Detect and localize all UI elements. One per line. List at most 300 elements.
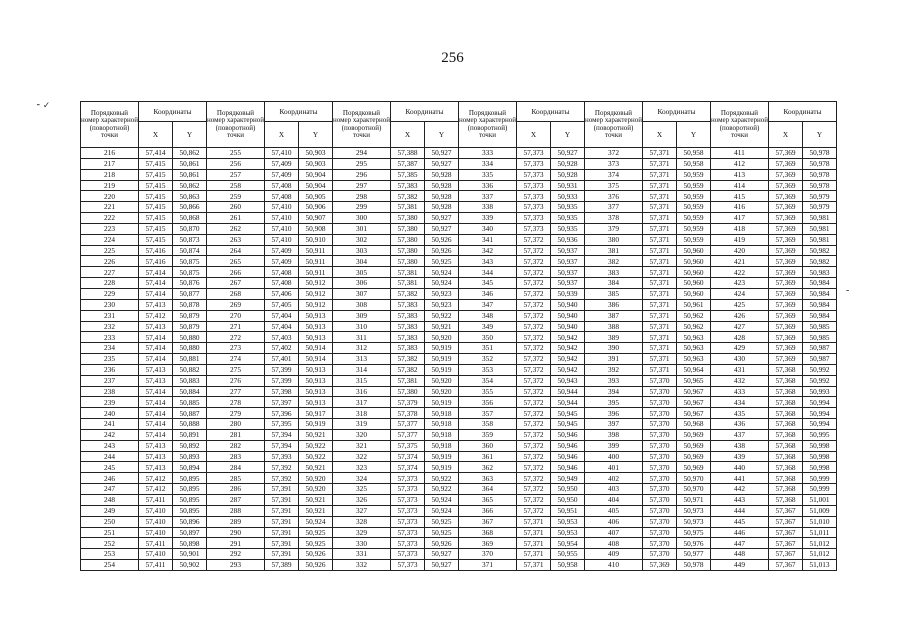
y-coordinate-cell: 50,862 [173, 180, 207, 191]
y-coordinate-cell: 50,970 [677, 484, 711, 495]
point-number-cell: 226 [81, 256, 139, 267]
x-coordinate-cell: 57,369 [769, 343, 803, 354]
x-coordinate-cell: 57,371 [643, 158, 677, 169]
y-coordinate-cell: 50,939 [551, 288, 585, 299]
y-coordinate-cell: 50,912 [299, 288, 333, 299]
y-coordinate-cell: 50,919 [425, 364, 459, 375]
header-x: X [769, 122, 803, 148]
x-coordinate-cell: 57,397 [265, 397, 299, 408]
x-coordinate-cell: 57,369 [769, 299, 803, 310]
x-coordinate-cell: 57,372 [517, 451, 551, 462]
x-coordinate-cell: 57,414 [139, 354, 173, 365]
header-y: Y [551, 122, 585, 148]
y-coordinate-cell: 50,918 [425, 429, 459, 440]
y-coordinate-cell: 50,977 [677, 549, 711, 560]
point-number-cell: 412 [711, 158, 769, 169]
point-number-cell: 435 [711, 408, 769, 419]
y-coordinate-cell: 50,958 [677, 158, 711, 169]
point-number-cell: 365 [459, 495, 517, 506]
table-row [81, 451, 837, 462]
point-number-cell: 234 [81, 343, 139, 354]
point-number-cell: 375 [585, 180, 643, 191]
x-coordinate-cell: 57,372 [517, 278, 551, 289]
point-number-cell: 229 [81, 288, 139, 299]
point-number-cell: 356 [459, 397, 517, 408]
y-coordinate-cell: 50,893 [173, 451, 207, 462]
y-coordinate-cell: 50,927 [425, 223, 459, 234]
x-coordinate-cell: 57,368 [769, 484, 803, 495]
point-number-cell: 402 [585, 473, 643, 484]
x-coordinate-cell: 57,408 [265, 191, 299, 202]
x-coordinate-cell: 57,373 [517, 148, 551, 159]
y-coordinate-cell: 50,958 [551, 560, 585, 571]
y-coordinate-cell: 50,875 [173, 267, 207, 278]
header-y: Y [299, 122, 333, 148]
x-coordinate-cell: 57,369 [643, 560, 677, 571]
point-number-cell: 430 [711, 354, 769, 365]
point-number-cell: 319 [333, 419, 391, 430]
point-number-cell: 390 [585, 343, 643, 354]
y-coordinate-cell: 50,969 [677, 462, 711, 473]
x-coordinate-cell: 57,371 [643, 332, 677, 343]
point-number-cell: 324 [333, 473, 391, 484]
header-x: X [139, 122, 173, 148]
point-number-cell: 216 [81, 148, 139, 159]
point-number-cell: 419 [711, 234, 769, 245]
point-number-cell: 360 [459, 440, 517, 451]
table-row [81, 343, 837, 354]
y-coordinate-cell: 50,992 [803, 364, 837, 375]
y-coordinate-cell: 50,999 [803, 473, 837, 484]
y-coordinate-cell: 50,999 [803, 484, 837, 495]
x-coordinate-cell: 57,372 [517, 288, 551, 299]
point-number-cell: 285 [207, 473, 265, 484]
x-coordinate-cell: 57,410 [139, 505, 173, 516]
point-number-cell: 331 [333, 549, 391, 560]
point-number-cell: 359 [459, 429, 517, 440]
point-number-cell: 248 [81, 495, 139, 506]
table-row [81, 549, 837, 560]
y-coordinate-cell: 50,907 [299, 213, 333, 224]
y-coordinate-cell: 50,912 [299, 278, 333, 289]
x-coordinate-cell: 57,368 [769, 397, 803, 408]
y-coordinate-cell: 50,913 [299, 332, 333, 343]
y-coordinate-cell: 50,919 [425, 397, 459, 408]
x-coordinate-cell: 57,406 [265, 288, 299, 299]
point-number-cell: 258 [207, 180, 265, 191]
table-row [81, 538, 837, 549]
x-coordinate-cell: 57,391 [265, 505, 299, 516]
point-number-cell: 263 [207, 234, 265, 245]
point-number-cell: 282 [207, 440, 265, 451]
x-coordinate-cell: 57,412 [139, 473, 173, 484]
point-number-cell: 405 [585, 505, 643, 516]
y-coordinate-cell: 50,959 [677, 202, 711, 213]
x-coordinate-cell: 57,371 [643, 202, 677, 213]
table-row [81, 364, 837, 375]
point-number-cell: 284 [207, 462, 265, 473]
x-coordinate-cell: 57,369 [769, 213, 803, 224]
x-coordinate-cell: 57,370 [643, 484, 677, 495]
y-coordinate-cell: 50,924 [299, 516, 333, 527]
y-coordinate-cell: 50,874 [173, 245, 207, 256]
y-coordinate-cell: 50,987 [803, 354, 837, 365]
y-coordinate-cell: 50,919 [425, 462, 459, 473]
y-coordinate-cell: 50,998 [803, 440, 837, 451]
y-coordinate-cell: 50,931 [551, 180, 585, 191]
header-x: X [391, 122, 425, 148]
point-number-cell: 288 [207, 505, 265, 516]
point-number-cell: 267 [207, 278, 265, 289]
y-coordinate-cell: 50,906 [299, 202, 333, 213]
header-point-number: Порядковый номер характерной (поворотной) точки [585, 102, 643, 148]
point-number-cell: 347 [459, 299, 517, 310]
y-coordinate-cell: 50,922 [299, 451, 333, 462]
y-coordinate-cell: 50,955 [551, 549, 585, 560]
x-coordinate-cell: 57,370 [643, 429, 677, 440]
y-coordinate-cell: 50,960 [677, 278, 711, 289]
y-coordinate-cell: 50,876 [173, 278, 207, 289]
x-coordinate-cell: 57,380 [391, 223, 425, 234]
x-coordinate-cell: 57,414 [139, 343, 173, 354]
point-number-cell: 256 [207, 158, 265, 169]
x-coordinate-cell: 57,414 [139, 386, 173, 397]
x-coordinate-cell: 57,380 [391, 386, 425, 397]
x-coordinate-cell: 57,381 [391, 202, 425, 213]
y-coordinate-cell: 50,902 [173, 560, 207, 571]
point-number-cell: 261 [207, 213, 265, 224]
y-coordinate-cell: 50,897 [173, 527, 207, 538]
point-number-cell: 325 [333, 484, 391, 495]
y-coordinate-cell: 50,921 [299, 505, 333, 516]
point-number-cell: 443 [711, 495, 769, 506]
x-coordinate-cell: 57,415 [139, 213, 173, 224]
point-number-cell: 280 [207, 419, 265, 430]
y-coordinate-cell: 50,940 [551, 299, 585, 310]
y-coordinate-cell: 50,878 [173, 299, 207, 310]
x-coordinate-cell: 57,369 [769, 191, 803, 202]
x-coordinate-cell: 57,371 [643, 310, 677, 321]
y-coordinate-cell: 50,927 [425, 148, 459, 159]
x-coordinate-cell: 57,368 [769, 495, 803, 506]
point-number-cell: 259 [207, 191, 265, 202]
margin-mark-right: - [846, 285, 850, 296]
y-coordinate-cell: 50,964 [677, 364, 711, 375]
table-row [81, 245, 837, 256]
x-coordinate-cell: 57,410 [139, 516, 173, 527]
x-coordinate-cell: 57,368 [769, 473, 803, 484]
x-coordinate-cell: 57,414 [139, 278, 173, 289]
y-coordinate-cell: 50,925 [425, 516, 459, 527]
point-number-cell: 445 [711, 516, 769, 527]
point-number-cell: 343 [459, 256, 517, 267]
x-coordinate-cell: 57,382 [391, 354, 425, 365]
point-number-cell: 232 [81, 321, 139, 332]
point-number-cell: 269 [207, 299, 265, 310]
point-number-cell: 352 [459, 354, 517, 365]
y-coordinate-cell: 50,946 [551, 462, 585, 473]
y-coordinate-cell: 50,979 [803, 191, 837, 202]
table-row [81, 495, 837, 506]
x-coordinate-cell: 57,371 [643, 234, 677, 245]
y-coordinate-cell: 50,911 [299, 267, 333, 278]
y-coordinate-cell: 50,935 [551, 213, 585, 224]
point-number-cell: 373 [585, 158, 643, 169]
x-coordinate-cell: 57,371 [517, 527, 551, 538]
x-coordinate-cell: 57,367 [769, 560, 803, 571]
point-number-cell: 372 [585, 148, 643, 159]
table-body [81, 148, 837, 571]
point-number-cell: 407 [585, 527, 643, 538]
x-coordinate-cell: 57,373 [391, 495, 425, 506]
x-coordinate-cell: 57,398 [265, 386, 299, 397]
y-coordinate-cell: 50,942 [551, 364, 585, 375]
point-number-cell: 380 [585, 234, 643, 245]
point-number-cell: 444 [711, 505, 769, 516]
table-row [81, 267, 837, 278]
table-row [81, 310, 837, 321]
point-number-cell: 245 [81, 462, 139, 473]
y-coordinate-cell: 50,861 [173, 169, 207, 180]
point-number-cell: 243 [81, 440, 139, 451]
x-coordinate-cell: 57,373 [517, 202, 551, 213]
header-y: Y [173, 122, 207, 148]
x-coordinate-cell: 57,370 [643, 408, 677, 419]
point-number-cell: 426 [711, 310, 769, 321]
x-coordinate-cell: 57,414 [139, 429, 173, 440]
x-coordinate-cell: 57,415 [139, 202, 173, 213]
point-number-cell: 366 [459, 505, 517, 516]
y-coordinate-cell: 50,962 [677, 321, 711, 332]
point-number-cell: 385 [585, 288, 643, 299]
table-row [81, 299, 837, 310]
point-number-cell: 223 [81, 223, 139, 234]
x-coordinate-cell: 57,413 [139, 375, 173, 386]
x-coordinate-cell: 57,415 [139, 180, 173, 191]
y-coordinate-cell: 50,896 [173, 516, 207, 527]
y-coordinate-cell: 50,873 [173, 234, 207, 245]
point-number-cell: 374 [585, 169, 643, 180]
x-coordinate-cell: 57,413 [139, 299, 173, 310]
header-coordinates: Координаты [517, 102, 585, 122]
point-number-cell: 295 [333, 158, 391, 169]
point-number-cell: 270 [207, 310, 265, 321]
y-coordinate-cell: 50,928 [425, 202, 459, 213]
point-number-cell: 431 [711, 364, 769, 375]
y-coordinate-cell: 50,928 [425, 169, 459, 180]
table-row [81, 516, 837, 527]
y-coordinate-cell: 50,921 [299, 495, 333, 506]
y-coordinate-cell: 50,960 [677, 267, 711, 278]
x-coordinate-cell: 57,369 [769, 310, 803, 321]
y-coordinate-cell: 50,967 [677, 386, 711, 397]
y-coordinate-cell: 50,919 [425, 451, 459, 462]
point-number-cell: 425 [711, 299, 769, 310]
y-coordinate-cell: 51,012 [803, 538, 837, 549]
point-number-cell: 312 [333, 343, 391, 354]
y-coordinate-cell: 50,987 [803, 343, 837, 354]
y-coordinate-cell: 50,976 [677, 538, 711, 549]
y-coordinate-cell: 50,954 [551, 538, 585, 549]
x-coordinate-cell: 57,372 [517, 267, 551, 278]
y-coordinate-cell: 50,949 [551, 473, 585, 484]
x-coordinate-cell: 57,372 [517, 484, 551, 495]
point-number-cell: 339 [459, 213, 517, 224]
x-coordinate-cell: 57,402 [265, 343, 299, 354]
x-coordinate-cell: 57,368 [769, 364, 803, 375]
y-coordinate-cell: 50,979 [803, 202, 837, 213]
point-number-cell: 221 [81, 202, 139, 213]
x-coordinate-cell: 57,371 [643, 267, 677, 278]
y-coordinate-cell: 50,921 [425, 321, 459, 332]
point-number-cell: 370 [459, 549, 517, 560]
y-coordinate-cell: 50,911 [299, 256, 333, 267]
x-coordinate-cell: 57,369 [769, 158, 803, 169]
x-coordinate-cell: 57,371 [643, 213, 677, 224]
y-coordinate-cell: 51,001 [803, 495, 837, 506]
point-number-cell: 247 [81, 484, 139, 495]
x-coordinate-cell: 57,370 [643, 386, 677, 397]
x-coordinate-cell: 57,371 [643, 169, 677, 180]
table-row [81, 288, 837, 299]
x-coordinate-cell: 57,410 [265, 148, 299, 159]
point-number-cell: 341 [459, 234, 517, 245]
header-point-number: Порядковый номер характерной (поворотной) точки [333, 102, 391, 148]
table-row [81, 321, 837, 332]
point-number-cell: 272 [207, 332, 265, 343]
x-coordinate-cell: 57,371 [643, 343, 677, 354]
y-coordinate-cell: 50,944 [551, 397, 585, 408]
point-number-cell: 389 [585, 332, 643, 343]
x-coordinate-cell: 57,371 [643, 180, 677, 191]
y-coordinate-cell: 50,975 [677, 527, 711, 538]
x-coordinate-cell: 57,405 [265, 299, 299, 310]
y-coordinate-cell: 50,908 [299, 223, 333, 234]
point-number-cell: 329 [333, 527, 391, 538]
y-coordinate-cell: 50,926 [299, 549, 333, 560]
point-number-cell: 277 [207, 386, 265, 397]
point-number-cell: 393 [585, 375, 643, 386]
x-coordinate-cell: 57,370 [643, 527, 677, 538]
point-number-cell: 249 [81, 505, 139, 516]
x-coordinate-cell: 57,371 [517, 516, 551, 527]
point-number-cell: 323 [333, 462, 391, 473]
y-coordinate-cell: 50,937 [551, 267, 585, 278]
x-coordinate-cell: 57,395 [265, 419, 299, 430]
point-number-cell: 432 [711, 375, 769, 386]
x-coordinate-cell: 57,369 [769, 332, 803, 343]
x-coordinate-cell: 57,372 [517, 408, 551, 419]
y-coordinate-cell: 50,927 [551, 148, 585, 159]
x-coordinate-cell: 57,373 [517, 223, 551, 234]
point-number-cell: 301 [333, 223, 391, 234]
x-coordinate-cell: 57,372 [517, 364, 551, 375]
x-coordinate-cell: 57,369 [769, 148, 803, 159]
x-coordinate-cell: 57,370 [643, 440, 677, 451]
y-coordinate-cell: 50,940 [551, 310, 585, 321]
table-row [81, 505, 837, 516]
point-number-cell: 337 [459, 191, 517, 202]
table-row [81, 440, 837, 451]
y-coordinate-cell: 50,967 [677, 397, 711, 408]
point-number-cell: 422 [711, 267, 769, 278]
y-coordinate-cell: 51,011 [803, 527, 837, 538]
x-coordinate-cell: 57,392 [265, 473, 299, 484]
point-number-cell: 328 [333, 516, 391, 527]
x-coordinate-cell: 57,413 [139, 451, 173, 462]
point-number-cell: 414 [711, 180, 769, 191]
point-number-cell: 317 [333, 397, 391, 408]
x-coordinate-cell: 57,383 [391, 332, 425, 343]
x-coordinate-cell: 57,373 [391, 516, 425, 527]
y-coordinate-cell: 50,959 [677, 223, 711, 234]
point-number-cell: 345 [459, 278, 517, 289]
header-point-number: Порядковый номер характерной (поворотной) точки [81, 102, 139, 148]
point-number-cell: 291 [207, 538, 265, 549]
y-coordinate-cell: 50,937 [551, 278, 585, 289]
x-coordinate-cell: 57,368 [769, 429, 803, 440]
x-coordinate-cell: 57,392 [265, 462, 299, 473]
point-number-cell: 376 [585, 191, 643, 202]
x-coordinate-cell: 57,415 [139, 223, 173, 234]
y-coordinate-cell: 50,959 [677, 234, 711, 245]
point-number-cell: 448 [711, 549, 769, 560]
table-row [81, 429, 837, 440]
x-coordinate-cell: 57,411 [139, 538, 173, 549]
y-coordinate-cell: 50,943 [551, 375, 585, 386]
coordinates-table [80, 101, 837, 571]
x-coordinate-cell: 57,391 [265, 516, 299, 527]
point-number-cell: 251 [81, 527, 139, 538]
point-number-cell: 386 [585, 299, 643, 310]
y-coordinate-cell: 50,926 [425, 234, 459, 245]
x-coordinate-cell: 57,372 [517, 505, 551, 516]
point-number-cell: 313 [333, 354, 391, 365]
point-number-cell: 447 [711, 538, 769, 549]
x-coordinate-cell: 57,372 [517, 332, 551, 343]
y-coordinate-cell: 50,965 [677, 375, 711, 386]
y-coordinate-cell: 50,913 [299, 375, 333, 386]
point-number-cell: 278 [207, 397, 265, 408]
y-coordinate-cell: 50,959 [677, 213, 711, 224]
header-point-number: Порядковый номер характерной (поворотной) точки [207, 102, 265, 148]
x-coordinate-cell: 57,394 [265, 429, 299, 440]
point-number-cell: 225 [81, 245, 139, 256]
y-coordinate-cell: 50,923 [425, 299, 459, 310]
point-number-cell: 227 [81, 267, 139, 278]
y-coordinate-cell: 50,998 [803, 462, 837, 473]
y-coordinate-cell: 50,937 [551, 256, 585, 267]
y-coordinate-cell: 50,958 [677, 148, 711, 159]
y-coordinate-cell: 50,946 [551, 440, 585, 451]
x-coordinate-cell: 57,372 [517, 343, 551, 354]
x-coordinate-cell: 57,409 [265, 256, 299, 267]
x-coordinate-cell: 57,370 [643, 505, 677, 516]
point-number-cell: 293 [207, 560, 265, 571]
point-number-cell: 290 [207, 527, 265, 538]
y-coordinate-cell: 50,910 [299, 234, 333, 245]
x-coordinate-cell: 57,403 [265, 332, 299, 343]
point-number-cell: 342 [459, 245, 517, 256]
y-coordinate-cell: 50,984 [803, 288, 837, 299]
x-coordinate-cell: 57,381 [391, 267, 425, 278]
y-coordinate-cell: 50,928 [425, 191, 459, 202]
point-number-cell: 420 [711, 245, 769, 256]
point-number-cell: 384 [585, 278, 643, 289]
y-coordinate-cell: 50,920 [425, 332, 459, 343]
y-coordinate-cell: 50,925 [299, 527, 333, 538]
x-coordinate-cell: 57,379 [391, 397, 425, 408]
